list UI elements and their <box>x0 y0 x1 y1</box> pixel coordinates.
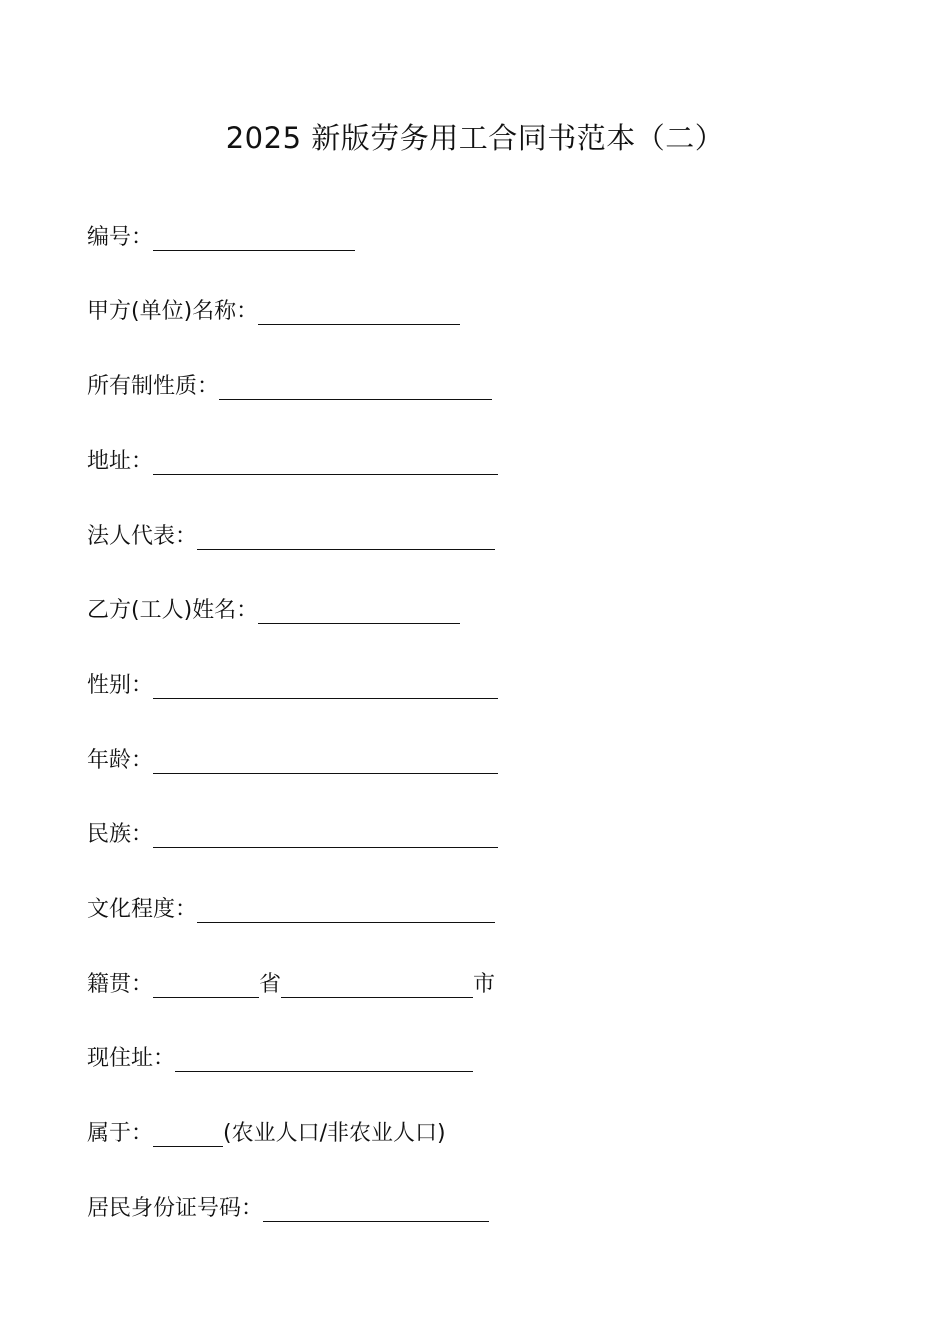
field-age <box>87 742 498 776</box>
field-household-type <box>87 1115 446 1149</box>
current-address-blank[interactable] <box>175 1045 473 1072</box>
city-label: 市 <box>473 972 496 997</box>
household-type-blank[interactable] <box>153 1120 223 1147</box>
field-id-number <box>87 1190 489 1224</box>
ethnicity-blank[interactable] <box>153 821 498 848</box>
education-blank[interactable] <box>197 896 495 923</box>
field-party-b-name <box>87 592 460 626</box>
serial-no-label: 编号： <box>87 225 154 250</box>
ethnicity-label: 民族： <box>87 822 154 847</box>
legal-rep-label: 法人代表： <box>87 524 198 549</box>
field-native-place <box>87 966 495 1000</box>
age-blank[interactable] <box>153 747 498 774</box>
field-gender <box>87 667 498 701</box>
party-b-name-label: 乙方(工人)姓名： <box>87 598 259 623</box>
native-place-label: 籍贯： <box>87 972 154 997</box>
address-blank[interactable] <box>153 448 498 475</box>
native-province-blank[interactable] <box>153 971 259 998</box>
current-address-label: 现住址： <box>87 1046 176 1071</box>
ownership-type-blank[interactable] <box>219 373 492 400</box>
party-b-name-blank[interactable] <box>258 597 460 624</box>
household-type-options: (农业人口/非农业人口) <box>223 1121 446 1146</box>
education-label: 文化程度： <box>87 897 198 922</box>
field-party-a-name <box>87 293 460 327</box>
gender-label: 性别： <box>87 673 154 698</box>
id-number-blank[interactable] <box>263 1195 489 1222</box>
age-label: 年龄： <box>87 748 154 773</box>
party-a-name-label: 甲方(单位)名称： <box>87 299 259 324</box>
field-current-address <box>87 1040 473 1074</box>
field-ownership-type <box>87 368 492 402</box>
province-label: 省 <box>259 972 282 997</box>
native-city-blank[interactable] <box>281 971 473 998</box>
household-type-label: 属于： <box>87 1121 154 1146</box>
field-serial-no <box>87 219 355 253</box>
legal-rep-blank[interactable] <box>197 523 495 550</box>
ownership-type-label: 所有制性质： <box>87 374 220 399</box>
page-title: 2025 新版劳务用工合同书范本（二） <box>225 121 725 155</box>
id-number-label: 居民身份证号码： <box>87 1196 264 1221</box>
field-ethnicity <box>87 816 498 850</box>
field-legal-rep <box>87 518 495 552</box>
gender-blank[interactable] <box>153 672 498 699</box>
field-education <box>87 891 495 925</box>
party-a-name-blank[interactable] <box>258 298 460 325</box>
serial-no-blank[interactable] <box>153 224 355 251</box>
field-address <box>87 443 498 477</box>
address-label: 地址： <box>87 449 154 474</box>
